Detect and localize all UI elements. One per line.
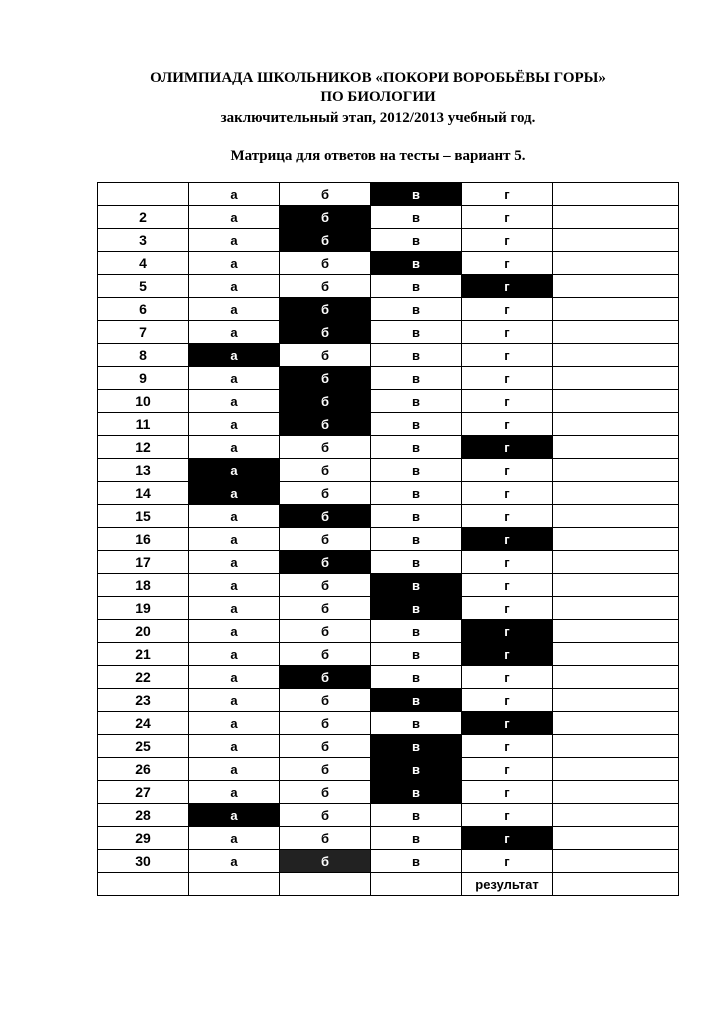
selected-option-cell[interactable]: б (280, 298, 371, 321)
question-number: 25 (98, 735, 189, 758)
option-cell[interactable]: г (462, 666, 553, 689)
option-cell[interactable]: а (189, 367, 280, 390)
selected-option-cell[interactable]: а (189, 459, 280, 482)
option-cell[interactable]: а (189, 643, 280, 666)
empty-cell (553, 827, 679, 850)
answer-row (98, 344, 679, 367)
answer-row (98, 758, 679, 781)
empty-cell (553, 275, 679, 298)
empty-cell (553, 505, 679, 528)
selected-option-cell[interactable]: б (280, 390, 371, 413)
question-number: 23 (98, 689, 189, 712)
empty-cell (553, 666, 679, 689)
option-cell[interactable]: а (189, 505, 280, 528)
question-number: 13 (98, 459, 189, 482)
option-cell[interactable]: б (280, 643, 371, 666)
option-cell[interactable]: а (189, 252, 280, 275)
option-cell[interactable]: а (189, 666, 280, 689)
option-cell[interactable]: в (371, 620, 462, 643)
question-number: 27 (98, 781, 189, 804)
option-cell[interactable]: в (371, 390, 462, 413)
answer-row (98, 827, 679, 850)
option-cell[interactable]: г (462, 574, 553, 597)
selected-option-cell[interactable]: в (371, 183, 462, 206)
selected-option-cell[interactable]: в (371, 597, 462, 620)
answer-row (98, 850, 679, 873)
option-cell[interactable]: а (189, 183, 280, 206)
option-cell[interactable]: г (462, 459, 553, 482)
result-row (98, 873, 679, 896)
option-cell[interactable]: г (462, 298, 553, 321)
option-cell[interactable]: а (189, 551, 280, 574)
empty-cell (553, 183, 679, 206)
empty-cell (553, 298, 679, 321)
option-cell[interactable]: б (280, 275, 371, 298)
option-cell[interactable]: б (280, 735, 371, 758)
empty-cell (553, 804, 679, 827)
option-cell[interactable]: а (189, 528, 280, 551)
option-cell[interactable]: а (189, 321, 280, 344)
answer-row (98, 643, 679, 666)
answer-row (98, 390, 679, 413)
option-cell[interactable]: г (462, 505, 553, 528)
option-cell[interactable]: г (462, 758, 553, 781)
answer-row (98, 459, 679, 482)
answer-matrix-body (98, 183, 679, 896)
selected-option-cell[interactable]: б (280, 850, 371, 873)
option-cell[interactable]: г (462, 551, 553, 574)
question-number: 12 (98, 436, 189, 459)
option-cell[interactable]: г (462, 689, 553, 712)
selected-option-cell[interactable]: б (280, 229, 371, 252)
empty-cell (553, 735, 679, 758)
empty-cell (553, 459, 679, 482)
option-cell[interactable]: а (189, 390, 280, 413)
question-number: 11 (98, 413, 189, 436)
question-number (98, 183, 189, 206)
selected-option-cell[interactable]: г (462, 275, 553, 298)
empty-cell (553, 689, 679, 712)
option-cell[interactable]: в (371, 482, 462, 505)
question-number: 24 (98, 712, 189, 735)
empty-cell (371, 873, 462, 896)
option-cell[interactable]: б (280, 528, 371, 551)
option-cell[interactable]: а (189, 850, 280, 873)
option-cell[interactable]: б (280, 712, 371, 735)
answer-matrix-table (97, 182, 679, 896)
selected-option-cell[interactable]: г (462, 528, 553, 551)
stage-year: заключительный этап, 2012/2013 учебный год. (220, 110, 536, 126)
subject-title: ПО БИОЛОГИИ (320, 89, 436, 105)
empty-cell (553, 528, 679, 551)
selected-option-cell[interactable]: г (462, 712, 553, 735)
empty-cell (553, 229, 679, 252)
option-cell[interactable]: а (189, 597, 280, 620)
answer-row (98, 712, 679, 735)
option-cell[interactable]: г (462, 597, 553, 620)
answer-row (98, 574, 679, 597)
answer-row (98, 275, 679, 298)
selected-option-cell[interactable]: в (371, 574, 462, 597)
selected-option-cell[interactable]: в (371, 252, 462, 275)
question-number: 18 (98, 574, 189, 597)
answer-row (98, 298, 679, 321)
answer-row (98, 804, 679, 827)
empty-cell (553, 551, 679, 574)
answer-row (98, 551, 679, 574)
option-cell[interactable]: в (371, 298, 462, 321)
empty-cell (553, 850, 679, 873)
question-number: 4 (98, 252, 189, 275)
question-number: 30 (98, 850, 189, 873)
option-cell[interactable]: в (371, 275, 462, 298)
option-cell[interactable]: а (189, 275, 280, 298)
answer-row (98, 229, 679, 252)
option-cell[interactable]: а (189, 298, 280, 321)
option-cell[interactable]: в (371, 804, 462, 827)
option-cell[interactable]: а (189, 413, 280, 436)
answer-row (98, 252, 679, 275)
question-number: 6 (98, 298, 189, 321)
option-cell[interactable]: а (189, 574, 280, 597)
empty-cell (553, 252, 679, 275)
option-cell[interactable]: а (189, 206, 280, 229)
option-cell[interactable]: г (462, 781, 553, 804)
empty-cell (553, 436, 679, 459)
option-cell[interactable]: б (280, 436, 371, 459)
question-number: 9 (98, 367, 189, 390)
option-cell[interactable]: а (189, 712, 280, 735)
option-cell[interactable]: б (280, 758, 371, 781)
option-cell[interactable]: в (371, 367, 462, 390)
answer-row (98, 413, 679, 436)
selected-option-cell[interactable]: б (280, 367, 371, 390)
option-cell[interactable]: г (462, 413, 553, 436)
selected-option-cell[interactable]: б (280, 206, 371, 229)
question-number: 28 (98, 804, 189, 827)
option-cell[interactable]: а (189, 827, 280, 850)
option-cell[interactable]: г (462, 252, 553, 275)
selected-option-cell[interactable]: а (189, 344, 280, 367)
question-number: 26 (98, 758, 189, 781)
option-cell[interactable]: а (189, 758, 280, 781)
selected-option-cell[interactable]: б (280, 666, 371, 689)
selected-option-cell[interactable]: г (462, 827, 553, 850)
answer-row (98, 597, 679, 620)
option-cell[interactable]: в (371, 413, 462, 436)
option-cell[interactable]: б (280, 252, 371, 275)
option-cell[interactable]: г (462, 344, 553, 367)
option-cell[interactable]: в (371, 643, 462, 666)
matrix-title: Матрица для ответов на тесты – вариант 5. (230, 148, 526, 164)
selected-option-cell[interactable]: в (371, 735, 462, 758)
question-number: 5 (98, 275, 189, 298)
question-number: 21 (98, 643, 189, 666)
selected-option-cell[interactable]: г (462, 436, 553, 459)
option-cell[interactable]: б (280, 689, 371, 712)
selected-option-cell[interactable]: в (371, 781, 462, 804)
empty-cell (553, 597, 679, 620)
option-cell[interactable]: в (371, 436, 462, 459)
option-cell[interactable]: г (462, 183, 553, 206)
empty-cell (553, 781, 679, 804)
option-cell[interactable]: б (280, 344, 371, 367)
question-number: 10 (98, 390, 189, 413)
option-cell[interactable]: а (189, 735, 280, 758)
selected-option-cell[interactable]: б (280, 505, 371, 528)
option-cell[interactable]: б (280, 574, 371, 597)
empty-cell (553, 873, 679, 896)
question-number: 20 (98, 620, 189, 643)
olympiad-title: ОЛИМПИАДА ШКОЛЬНИКОВ «ПОКОРИ ВОРОБЬЁВЫ ГОРЫ» (150, 70, 606, 86)
option-cell[interactable]: б (280, 183, 371, 206)
option-cell[interactable]: в (371, 344, 462, 367)
option-cell[interactable]: б (280, 781, 371, 804)
empty-cell (553, 321, 679, 344)
option-cell[interactable]: в (371, 551, 462, 574)
option-cell[interactable]: а (189, 689, 280, 712)
empty-cell (553, 712, 679, 735)
option-cell[interactable]: г (462, 367, 553, 390)
option-cell[interactable]: б (280, 597, 371, 620)
answer-row (98, 206, 679, 229)
option-cell[interactable]: г (462, 804, 553, 827)
question-number: 14 (98, 482, 189, 505)
empty-cell (553, 643, 679, 666)
option-cell[interactable]: г (462, 390, 553, 413)
question-number: 29 (98, 827, 189, 850)
option-cell[interactable]: в (371, 321, 462, 344)
option-cell[interactable]: в (371, 528, 462, 551)
question-number: 22 (98, 666, 189, 689)
selected-option-cell[interactable]: в (371, 758, 462, 781)
answer-row (98, 666, 679, 689)
option-cell[interactable]: г (462, 229, 553, 252)
selected-option-cell[interactable]: б (280, 321, 371, 344)
option-cell[interactable]: в (371, 850, 462, 873)
empty-cell (553, 574, 679, 597)
question-number: 8 (98, 344, 189, 367)
selected-option-cell[interactable]: г (462, 620, 553, 643)
selected-option-cell[interactable]: а (189, 482, 280, 505)
answer-row (98, 620, 679, 643)
option-cell[interactable]: а (189, 436, 280, 459)
question-number: 3 (98, 229, 189, 252)
option-cell[interactable]: в (371, 712, 462, 735)
selected-option-cell[interactable]: а (189, 804, 280, 827)
option-cell[interactable]: а (189, 620, 280, 643)
question-number: 17 (98, 551, 189, 574)
answer-row (98, 183, 679, 206)
option-cell[interactable]: б (280, 620, 371, 643)
option-cell[interactable]: в (371, 827, 462, 850)
question-number: 19 (98, 597, 189, 620)
option-cell[interactable]: б (280, 804, 371, 827)
empty-cell (553, 390, 679, 413)
selected-option-cell[interactable]: б (280, 413, 371, 436)
empty-cell (553, 206, 679, 229)
answer-row (98, 482, 679, 505)
empty-cell (280, 873, 371, 896)
option-cell[interactable]: в (371, 666, 462, 689)
empty-cell (98, 873, 189, 896)
selected-option-cell[interactable]: в (371, 689, 462, 712)
answer-row (98, 505, 679, 528)
question-number: 2 (98, 206, 189, 229)
empty-cell (189, 873, 280, 896)
option-cell[interactable]: а (189, 229, 280, 252)
answer-row (98, 367, 679, 390)
answer-row (98, 735, 679, 758)
option-cell[interactable]: б (280, 459, 371, 482)
empty-cell (553, 413, 679, 436)
answer-row (98, 689, 679, 712)
empty-cell (553, 758, 679, 781)
option-cell[interactable]: г (462, 850, 553, 873)
answer-row (98, 436, 679, 459)
selected-option-cell[interactable]: г (462, 643, 553, 666)
option-cell[interactable]: б (280, 827, 371, 850)
option-cell[interactable]: в (371, 229, 462, 252)
question-number: 15 (98, 505, 189, 528)
option-cell[interactable]: г (462, 321, 553, 344)
option-cell[interactable]: в (371, 505, 462, 528)
empty-cell (553, 620, 679, 643)
question-number: 7 (98, 321, 189, 344)
selected-option-cell[interactable]: б (280, 551, 371, 574)
option-cell[interactable]: в (371, 206, 462, 229)
answer-row (98, 781, 679, 804)
answer-row (98, 528, 679, 551)
option-cell[interactable]: б (280, 482, 371, 505)
question-number: 16 (98, 528, 189, 551)
option-cell[interactable]: г (462, 206, 553, 229)
empty-cell (553, 367, 679, 390)
answer-row (98, 321, 679, 344)
option-cell[interactable]: а (189, 781, 280, 804)
empty-cell (553, 344, 679, 367)
empty-cell (553, 482, 679, 505)
option-cell[interactable]: г (462, 735, 553, 758)
option-cell[interactable]: г (462, 482, 553, 505)
option-cell[interactable]: в (371, 459, 462, 482)
result-label: результат (462, 873, 553, 896)
